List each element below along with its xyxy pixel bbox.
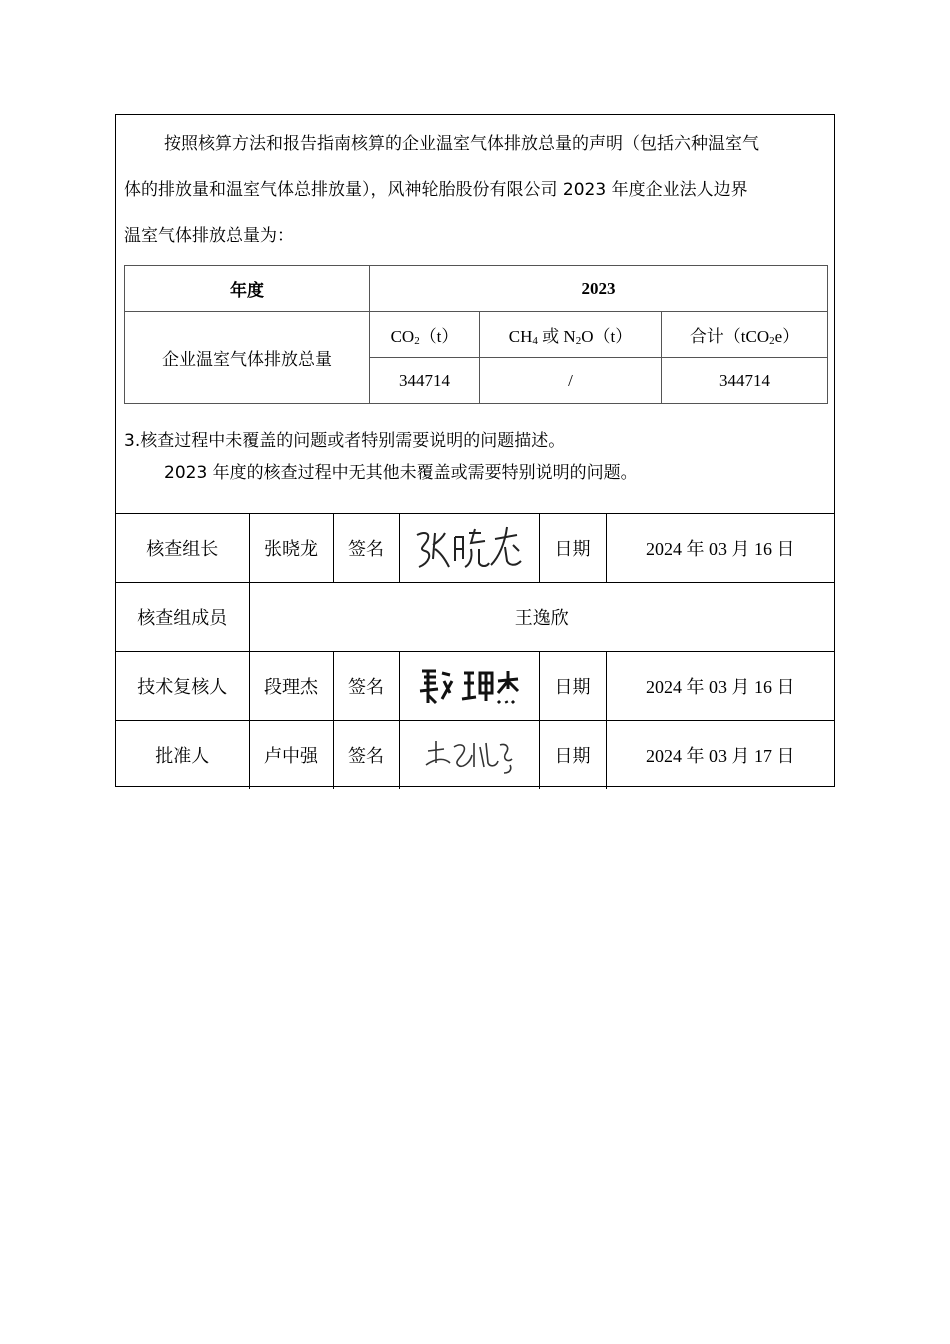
person-name: 段理杰 — [249, 652, 333, 721]
signoff-row-reviewer — [116, 652, 834, 721]
member-names: 王逸欣 — [249, 583, 834, 652]
signoff-row-leader — [116, 514, 834, 583]
person-name: 卢中强 — [249, 721, 333, 790]
role-label: 核查组成员 — [116, 583, 249, 652]
co2-column-header: $CO_2(t)$ — [370, 312, 480, 358]
co2-value: 344714 — [370, 358, 480, 404]
ch4-n2o-value: / — [480, 358, 662, 404]
date-label: 日期 — [539, 721, 606, 790]
date-label: 日期 — [539, 652, 606, 721]
sign-date: 2024 年 03 月 17 日 — [606, 721, 834, 790]
notes-section — [124, 425, 638, 489]
role-label: 技术复核人 — [116, 652, 249, 721]
emissions-row-label: 企业温室气体排放总量 — [125, 312, 370, 404]
notes-heading: 3.核查过程中未覆盖的问题或者特别需要说明的问题描述。 — [124, 431, 566, 451]
sign-date: 2024 年 03 月 16 日 — [606, 514, 834, 583]
signoff-table — [116, 513, 834, 789]
total-column-header: 合计（tCO$_2$e） — [662, 312, 828, 358]
date-label: 日期 — [539, 514, 606, 583]
statement-paragraph — [124, 121, 830, 259]
sign-label: 签名 — [333, 721, 399, 790]
emissions-summary-table — [124, 265, 828, 404]
role-label: 批准人 — [116, 721, 249, 790]
signoff-row-approver — [116, 721, 834, 790]
notes-body: 2023 年度的核查过程中无其他未覆盖或需要特别说明的问题。 — [164, 463, 638, 483]
signoff-row-members — [116, 583, 834, 652]
year-value: 2023 — [370, 266, 828, 312]
signature-image — [399, 514, 539, 583]
handwritten-signature — [409, 523, 529, 573]
sign-date: 2024 年 03 月 16 日 — [606, 652, 834, 721]
signature-image — [399, 721, 539, 790]
total-value: 344714 — [662, 358, 828, 404]
statement-line-1: 按照核算方法和报告指南核算的企业温室气体排放总量的声明（包括六种温室气 — [164, 134, 759, 154]
handwritten-signature — [414, 733, 524, 777]
sign-label: 签名 — [333, 652, 399, 721]
statement-section — [116, 115, 834, 513]
signature-image — [399, 652, 539, 721]
role-label: 核查组长 — [116, 514, 249, 583]
sign-label: 签名 — [333, 514, 399, 583]
handwritten-signature — [414, 663, 524, 709]
statement-line-2: 体的排放量和温室气体总排放量），风神轮胎股份有限公司 2023 年度企业法人边界 — [124, 180, 748, 200]
statement-line-3: 温室气体排放总量为： — [124, 226, 294, 246]
ch4-n2o-column-header: $CH_4$ 或 $N_2O(t)$ — [480, 312, 662, 358]
year-header: 年度 — [125, 266, 370, 312]
person-name: 张晓龙 — [249, 514, 333, 583]
report-frame — [115, 114, 835, 787]
